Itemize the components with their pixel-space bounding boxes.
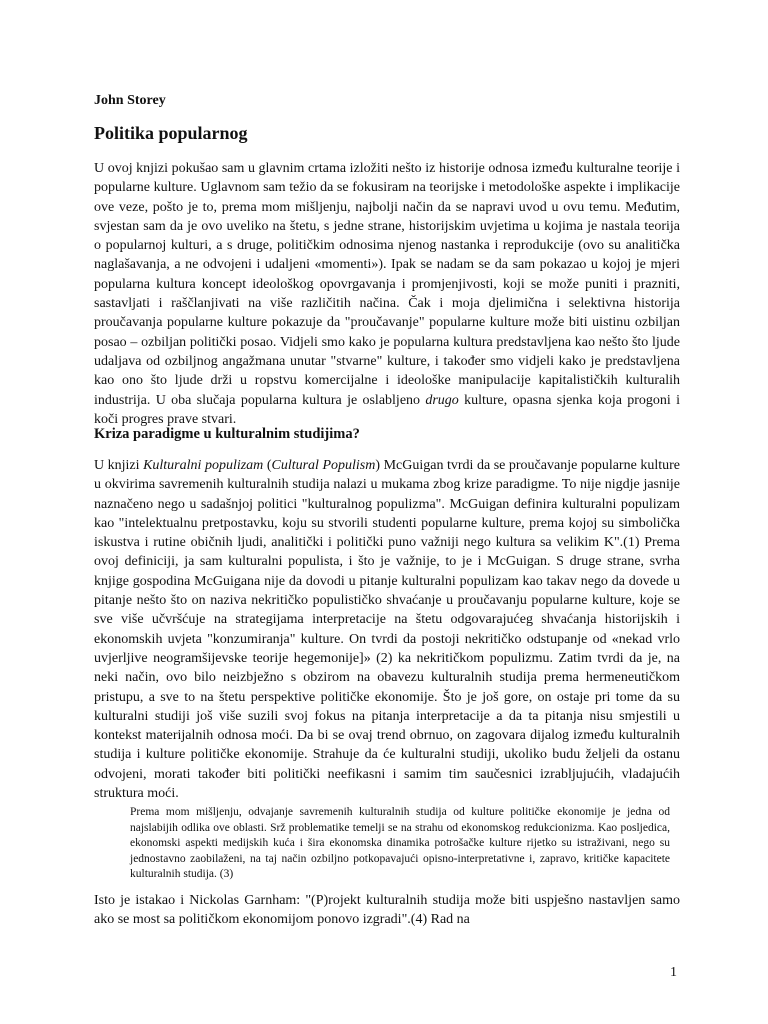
block-quote bbox=[130, 805, 670, 883]
paragraph-2-italic-1: Kulturalni populizam bbox=[143, 458, 264, 473]
page-number: 1 bbox=[670, 965, 677, 980]
paragraph-2-text-b: ( bbox=[263, 458, 272, 473]
paragraph-2-italic-2: Cultural Populism bbox=[271, 458, 376, 473]
paragraph-3 bbox=[94, 891, 680, 930]
paragraph-2-text-c: ) McGuigan tvrdi da se proučavanje popularne kulture u okvirima savremenih kulturalnih studija nalazi u mukama zbog krize paradigme. To nije nigdje jasnije naznačeno nego u sadašnjoj politici "kulturalnog populizma". McGuigan definira kulturalni populizam kao "intelektualnu pretpostavku, koju su stvorili studenti popularne kulture, prema kojoj su simbolička iskustva i rutine običnih ljudi, analitički i politički puno važniji nego kultura sa velikim K".(1) Prema ovoj definiciji, ja sam kulturalni populista, i što je važnije, to je i McGuigan. S druge strane, svrha knjige gospodina McGuigana nije da dovodi u pitanje kulturalni populizam kao takav nego da dovede u pitanje nešto što on naziva nekritičko populističko shvaćanje u proučavanju popularne kulture, koje se sve više učvršćuje na strategijama interpretacije na štetu odgovarajućeg shvaćanja historijskih i ekonomskih uvjeta "konzumiranja" kulture. On tvrdi da postoji nekritičko odstupanje od «nekad vrlo uvjerljive neogramšijevske teorije hegemonije]» (2) ka nekritičkom populizmu. Zatim tvrdi da je, na neki način, ovo bilo neizbježno s obzirom na obavezu kulturalnih studija prema hermeneutičkom pristupu, a sve to na štetu perspektive političke ekonomije. Što je još gore, on ostaje pri tome da su kulturalni studiji još više suzili svoj fokus na pitanja interpretacije a da ta pitanja nisu smjestili u kontekst materijalnih odnosa moći. Da bi se ovaj trend obrnuo, on zagovara dijalog između kulturalnih studija i kulture političke ekonomije. Strahuje da će kulturalni studiji, ukoliko budu željeli da ostanu odvojeni, morati također biti politički neefikasni i samim tim saučesnici izrabljujućih, vladajućih struktura moći. bbox=[94, 458, 680, 802]
paragraph-1-text-a: U ovoj knjizi pokušao sam u glavnim crtama izložiti nešto iz historije odnosa između kulturalne teorije i popularne kulture. Uglavnom sam težio da se fokusiram na teorijske i metodološke aspekte i implikacije ove veze, pošto je to, prema mom mišljenju, najbolji način da se napravi uvod u ovu temu. Međutim, svjestan sam da je ovo uveliko na štetu, s jedne strane, historijskim uvjetima u kojima je nastala teorija o popularnoj kulturi, a s druge, političkim odnosima njenog nastanka i reprodukcije (ovo su analitička naglašavanja, a ne odvojeni i udaljeni «momenti»). Ipak se nadam se da sam pokazao u kojoj je mjeri popularna kultura koncept ideološkog opovrgavanja i promjenjivosti, koji se može puniti i prazniti, sastavljati i raščlanjivati na više različitih načina. Čak i moja djelimična i selektivna historija proučavanja popularne kulture pokazuje da "proučavanje" popularne kulture može biti uistinu ozbiljan posao – ozbiljan politički posao. Vidjeli smo kako je popularna kultura predstavljena kao nešto što ljude udaljava od ozbiljnog angažmana unutar "stvarne" kulture, i također smo vidjeli kako je predstavljena kao ono što ljude drži u ropstvu komercijalne i ideološke manipulacije kapitalističkih kulturalih industrija. U oba slučaja popularna kultura je oslabljeno bbox=[94, 161, 680, 408]
paragraph-1 bbox=[94, 159, 680, 429]
paragraph-2-text-a: U knjizi bbox=[94, 458, 144, 473]
section-heading: Kriza paradigme u kulturalnim studijima? bbox=[94, 426, 360, 442]
paragraph-1-italic: drugo bbox=[425, 392, 459, 408]
block-quote-text: Prema mom mišljenju, odvajanje savremenih kulturalnih studija od kulture političke ekonomije je jedna od najslabijih odlika ove oblasti. Srž problematike temelji se na strahu od ekonomskog redukcionizma. Kao posljedica, ekonomski aspekti medijskih kuća i šira ekonomska dinamika potrošačke kulture rijetko su istraživani, nego su jednostavno zaobilaženi, na taj način ozbiljno potkopavajući opisno-interpretativne i, zapravo, kritičke kapacitete kulturalnih studija. (3) bbox=[130, 806, 670, 880]
page-title: Politika popularnog bbox=[94, 123, 248, 143]
paragraph-3-text: Isto je istakao i Nickolas Garnham: "(P)rojekt kulturalnih studija može biti uspješno nastavljen samo ako se most sa političkom ekonomijom ponovo izgradi".(4) Rad na bbox=[94, 893, 680, 928]
paragraph-2 bbox=[94, 456, 680, 803]
author-name: John Storey bbox=[94, 93, 166, 108]
paragraph-1-text-b: kulture, opasna sjenka koja progoni i koči progres prave stvari. bbox=[94, 392, 681, 427]
